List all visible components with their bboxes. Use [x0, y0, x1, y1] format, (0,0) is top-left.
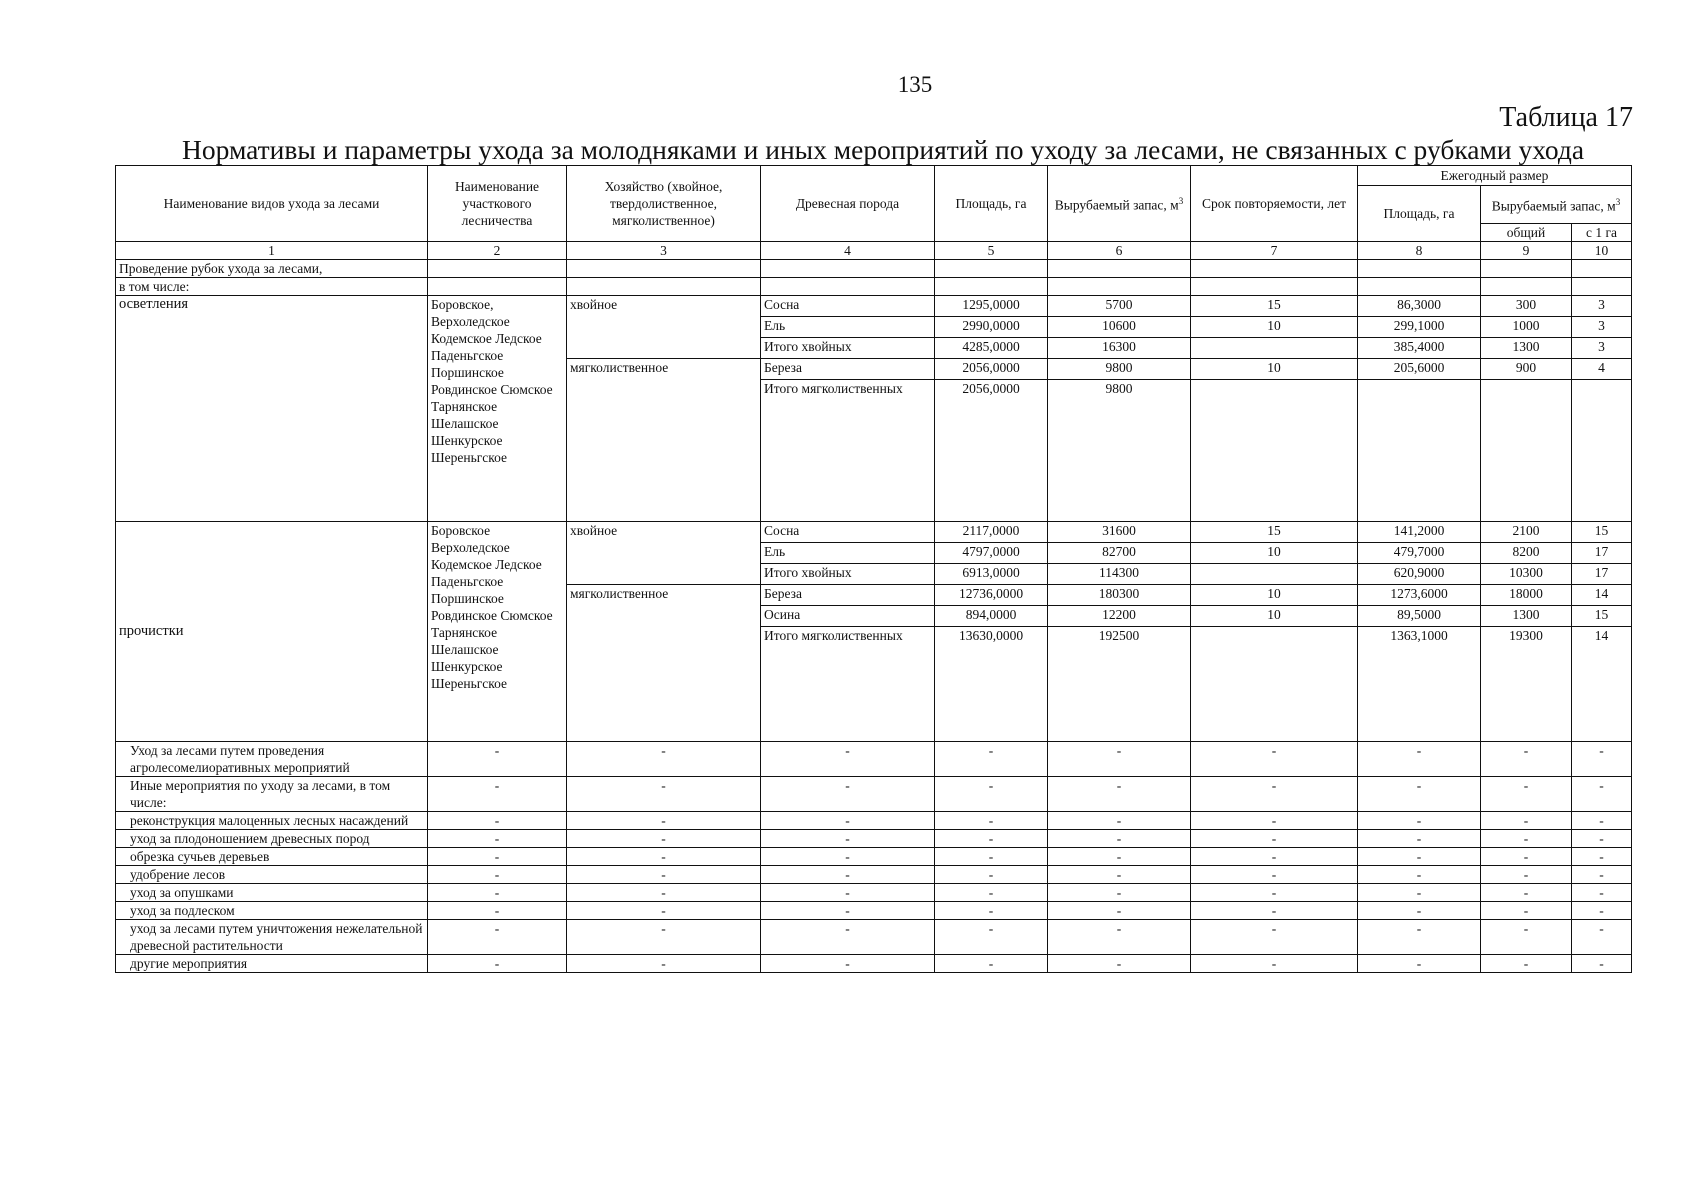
empty-value-dash: -	[1358, 848, 1481, 866]
empty-value-dash: -	[1572, 920, 1632, 955]
empty-value-dash: -	[1048, 848, 1191, 866]
empty-value-dash: -	[1048, 920, 1191, 955]
annual-area-cell: 205,6000	[1358, 359, 1481, 380]
total-stock-cell: 18000	[1481, 585, 1572, 606]
forestry-list: Боровское Верхоледское Кодемское Ледское Паденьгское Поршинское Ровдинское Сюмское Тарнянское Шелашское Шенкурское Шереньгское	[428, 522, 567, 742]
area-cell: 2117,0000	[935, 522, 1048, 543]
empty-value-dash: -	[1572, 742, 1632, 777]
activity-label: Уход за лесами путем проведения агролесомелиоративных мероприятий	[116, 742, 428, 777]
page-number: 135	[897, 72, 933, 97]
period-cell	[1191, 380, 1358, 522]
empty-value-dash: -	[428, 848, 567, 866]
row-label: в том числе:	[116, 278, 428, 296]
empty-value-dash: -	[1572, 812, 1632, 830]
table-row	[116, 884, 1632, 902]
empty-value-dash: -	[761, 955, 935, 973]
annual-area-cell: 620,9000	[1358, 564, 1481, 585]
other-activities	[116, 742, 1632, 973]
total-stock-cell: 19300	[1481, 627, 1572, 742]
activity-label: Иные мероприятия по уходу за лесами, в том числе:	[116, 777, 428, 812]
farm-type-cell: хвойное	[567, 522, 761, 585]
table-row	[116, 830, 1632, 848]
empty-value-dash: -	[761, 848, 935, 866]
empty-value-dash: -	[1191, 902, 1358, 920]
stock-cell: 192500	[1048, 627, 1191, 742]
empty-value-dash: -	[935, 866, 1048, 884]
empty-value-dash: -	[1191, 920, 1358, 955]
annual-area-cell: 479,7000	[1358, 543, 1481, 564]
header-care-type: Наименование видов ухода за лесами	[116, 166, 428, 242]
farm-type-cell: мягколиственное	[567, 359, 761, 522]
empty-value-dash: -	[1191, 742, 1358, 777]
empty-value-dash: -	[761, 902, 935, 920]
empty-value-dash: -	[428, 866, 567, 884]
period-cell: 10	[1191, 359, 1358, 380]
empty-value-dash: -	[1481, 902, 1572, 920]
empty-value-dash: -	[567, 884, 761, 902]
empty-value-dash: -	[761, 920, 935, 955]
empty-value-dash: -	[935, 830, 1048, 848]
total-stock-cell: 300	[1481, 296, 1572, 317]
empty-value-dash: -	[1572, 884, 1632, 902]
period-cell: 10	[1191, 317, 1358, 338]
area-cell: 2056,0000	[935, 359, 1048, 380]
empty-value-dash: -	[428, 884, 567, 902]
empty-value-dash: -	[1481, 830, 1572, 848]
empty-value-dash: -	[1191, 777, 1358, 812]
empty-value-dash: -	[1481, 920, 1572, 955]
table-row	[116, 296, 1632, 317]
annual-area-cell: 299,1000	[1358, 317, 1481, 338]
col-number: 7	[1191, 242, 1358, 260]
col-number: 4	[761, 242, 935, 260]
empty-value-dash: -	[761, 830, 935, 848]
species-cell: Сосна	[761, 296, 935, 317]
empty-value-dash: -	[1481, 777, 1572, 812]
empty-value-dash: -	[428, 830, 567, 848]
farm-type-cell: хвойное	[567, 296, 761, 359]
species-cell: Итого хвойных	[761, 338, 935, 359]
area-cell: 1295,0000	[935, 296, 1048, 317]
empty-value-dash: -	[761, 777, 935, 812]
header-annual: Ежегодный размер	[1358, 166, 1632, 186]
header-species: Древесная порода	[761, 166, 935, 242]
per-ha-cell: 3	[1572, 317, 1632, 338]
total-stock-cell: 10300	[1481, 564, 1572, 585]
empty-value-dash: -	[428, 812, 567, 830]
annual-area-cell: 89,5000	[1358, 606, 1481, 627]
empty-value-dash: -	[935, 955, 1048, 973]
empty-value-dash: -	[1358, 812, 1481, 830]
period-cell	[1191, 338, 1358, 359]
species-cell: Береза	[761, 585, 935, 606]
area-cell: 13630,0000	[935, 627, 1048, 742]
species-cell: Береза	[761, 359, 935, 380]
empty-value-dash: -	[935, 884, 1048, 902]
per-ha-cell: 14	[1572, 627, 1632, 742]
empty-value-dash: -	[935, 848, 1048, 866]
empty-value-dash: -	[428, 742, 567, 777]
empty-value-dash: -	[1572, 955, 1632, 973]
empty-value-dash: -	[567, 742, 761, 777]
header-stock-total: общий	[1481, 224, 1572, 242]
total-stock-cell: 2100	[1481, 522, 1572, 543]
col-number: 2	[428, 242, 567, 260]
total-stock-cell: 1300	[1481, 606, 1572, 627]
empty-value-dash: -	[1191, 830, 1358, 848]
table-row	[116, 848, 1632, 866]
empty-value-dash: -	[1191, 848, 1358, 866]
empty-value-dash: -	[567, 920, 761, 955]
per-ha-cell: 4	[1572, 359, 1632, 380]
col-number: 1	[116, 242, 428, 260]
period-cell: 10	[1191, 543, 1358, 564]
species-cell: Итого мягколиственных	[761, 380, 935, 522]
empty-value-dash: -	[1358, 830, 1481, 848]
empty-value-dash: -	[1481, 866, 1572, 884]
header-period: Срок повторяемости, лет	[1191, 166, 1358, 242]
stock-cell: 10600	[1048, 317, 1191, 338]
empty-value-dash: -	[935, 812, 1048, 830]
empty-value-dash: -	[567, 866, 761, 884]
stock-cell: 31600	[1048, 522, 1191, 543]
empty-value-dash: -	[1048, 812, 1191, 830]
empty-value-dash: -	[1358, 742, 1481, 777]
total-stock-cell: 900	[1481, 359, 1572, 380]
per-ha-cell: 17	[1572, 543, 1632, 564]
empty-value-dash: -	[935, 920, 1048, 955]
empty-value-dash: -	[1572, 777, 1632, 812]
per-ha-cell: 14	[1572, 585, 1632, 606]
total-stock-cell	[1481, 380, 1572, 522]
area-cell: 2990,0000	[935, 317, 1048, 338]
total-stock-cell: 1300	[1481, 338, 1572, 359]
empty-value-dash: -	[1481, 742, 1572, 777]
row-label: Проведение рубок ухода за лесами,	[116, 260, 428, 278]
period-cell: 10	[1191, 585, 1358, 606]
area-cell: 12736,0000	[935, 585, 1048, 606]
area-cell: 894,0000	[935, 606, 1048, 627]
table-title: Нормативы и параметры ухода за молодняками и иных мероприятий по уходу за лесами, не связанных с рубками ухода	[182, 134, 1585, 165]
annual-area-cell: 1273,6000	[1358, 585, 1481, 606]
empty-value-dash: -	[428, 902, 567, 920]
empty-value-dash: -	[935, 902, 1048, 920]
farm-type-cell: мягколиственное	[567, 585, 761, 742]
table-row	[116, 866, 1632, 884]
period-cell: 10	[1191, 606, 1358, 627]
stock-cell: 12200	[1048, 606, 1191, 627]
annual-area-cell: 1363,1000	[1358, 627, 1481, 742]
activity-label: уход за опушками	[116, 884, 428, 902]
empty-value-dash: -	[1048, 884, 1191, 902]
total-stock-cell: 8200	[1481, 543, 1572, 564]
empty-value-dash: -	[1572, 902, 1632, 920]
activity-label: реконструкция малоценных лесных насаждений	[116, 812, 428, 830]
activity-label: удобрение лесов	[116, 866, 428, 884]
empty-value-dash: -	[1358, 866, 1481, 884]
empty-value-dash: -	[428, 920, 567, 955]
annual-area-cell: 86,3000	[1358, 296, 1481, 317]
activity-label: уход за подлеском	[116, 902, 428, 920]
empty-value-dash: -	[567, 902, 761, 920]
empty-value-dash: -	[1481, 812, 1572, 830]
empty-value-dash: -	[1191, 866, 1358, 884]
empty-value-dash: -	[1481, 884, 1572, 902]
period-cell	[1191, 564, 1358, 585]
table-row	[116, 522, 1632, 543]
empty-value-dash: -	[1572, 866, 1632, 884]
empty-value-dash: -	[567, 848, 761, 866]
activity-label: уход за лесами путем уничтожения нежелательной древесной растительности	[116, 920, 428, 955]
stock-cell: 9800	[1048, 380, 1191, 522]
empty-value-dash: -	[935, 777, 1048, 812]
empty-value-dash: -	[761, 884, 935, 902]
empty-value-dash: -	[1191, 955, 1358, 973]
per-ha-cell: 3	[1572, 296, 1632, 317]
col-number: 8	[1358, 242, 1481, 260]
area-cell: 2056,0000	[935, 380, 1048, 522]
empty-value-dash: -	[1048, 742, 1191, 777]
empty-value-dash: -	[1572, 830, 1632, 848]
per-ha-cell	[1572, 380, 1632, 522]
table-row	[116, 902, 1632, 920]
empty-value-dash: -	[1191, 884, 1358, 902]
header-annual-stock: Вырубаемый запас, $м^3$	[1481, 186, 1632, 224]
empty-value-dash: -	[1358, 777, 1481, 812]
area-cell: 4285,0000	[935, 338, 1048, 359]
care-type-cell: прочистки	[116, 522, 428, 742]
empty-value-dash: -	[935, 742, 1048, 777]
stock-cell: 16300	[1048, 338, 1191, 359]
table-row	[116, 920, 1632, 955]
annual-area-cell	[1358, 380, 1481, 522]
activity-label: уход за плодоношением древесных пород	[116, 830, 428, 848]
empty-value-dash: -	[1191, 812, 1358, 830]
area-cell: 4797,0000	[935, 543, 1048, 564]
stock-cell: 180300	[1048, 585, 1191, 606]
table-row	[116, 278, 1632, 296]
header-forestry: Наименование участкового лесничества	[428, 166, 567, 242]
period-cell: 15	[1191, 296, 1358, 317]
header-stock-per-ha: с 1 га	[1572, 224, 1632, 242]
stock-cell: 114300	[1048, 564, 1191, 585]
empty-value-dash: -	[1048, 866, 1191, 884]
table-row	[116, 812, 1632, 830]
period-cell: 15	[1191, 522, 1358, 543]
stock-cell: 82700	[1048, 543, 1191, 564]
empty-value-dash: -	[1358, 884, 1481, 902]
header-annual-area: Площадь, га	[1358, 186, 1481, 242]
header-stock: Вырубаемый запас, $м^3$	[1048, 166, 1191, 242]
table-row	[116, 742, 1632, 777]
header-farm: Хозяйство (хвойное, твердолиственное, мягколиственное)	[567, 166, 761, 242]
per-ha-cell: 17	[1572, 564, 1632, 585]
empty-value-dash: -	[1048, 955, 1191, 973]
forestry-list: Боровское, Верхоледское Кодемское Ледское Паденьгское Поршинское Ровдинское Сюмское Тарнянское Шелашское Шенкурское Шереньгское	[428, 296, 567, 522]
empty-value-dash: -	[567, 777, 761, 812]
empty-value-dash: -	[761, 742, 935, 777]
forest-care-table	[115, 165, 1632, 973]
header-area: Площадь, га	[935, 166, 1048, 242]
empty-value-dash: -	[567, 812, 761, 830]
empty-value-dash: -	[1481, 955, 1572, 973]
annual-area-cell: 385,4000	[1358, 338, 1481, 359]
total-stock-cell: 1000	[1481, 317, 1572, 338]
empty-value-dash: -	[1358, 920, 1481, 955]
per-ha-cell: 15	[1572, 606, 1632, 627]
empty-value-dash: -	[1358, 902, 1481, 920]
empty-value-dash: -	[1048, 902, 1191, 920]
col-number: 5	[935, 242, 1048, 260]
species-cell: Ель	[761, 543, 935, 564]
species-cell: Ель	[761, 317, 935, 338]
empty-value-dash: -	[428, 777, 567, 812]
empty-value-dash: -	[1048, 830, 1191, 848]
table-row	[116, 955, 1632, 973]
empty-value-dash: -	[761, 866, 935, 884]
per-ha-cell: 3	[1572, 338, 1632, 359]
col-number: 6	[1048, 242, 1191, 260]
activity-label: другие мероприятия	[116, 955, 428, 973]
empty-value-dash: -	[1481, 848, 1572, 866]
table-row	[116, 777, 1632, 812]
empty-value-dash: -	[1358, 955, 1481, 973]
empty-value-dash: -	[1048, 777, 1191, 812]
species-cell: Сосна	[761, 522, 935, 543]
care-type-cell: осветления	[116, 296, 428, 522]
period-cell	[1191, 627, 1358, 742]
annual-area-cell: 141,2000	[1358, 522, 1481, 543]
stock-cell: 9800	[1048, 359, 1191, 380]
empty-value-dash: -	[567, 955, 761, 973]
table-label: Таблица 17	[1499, 102, 1633, 133]
empty-value-dash: -	[1572, 848, 1632, 866]
col-number: 3	[567, 242, 761, 260]
empty-value-dash: -	[761, 812, 935, 830]
species-cell: Итого хвойных	[761, 564, 935, 585]
col-number: 10	[1572, 242, 1632, 260]
table-row	[116, 260, 1632, 278]
activity-label: обрезка сучьев деревьев	[116, 848, 428, 866]
stock-cell: 5700	[1048, 296, 1191, 317]
empty-value-dash: -	[567, 830, 761, 848]
per-ha-cell: 15	[1572, 522, 1632, 543]
area-cell: 6913,0000	[935, 564, 1048, 585]
col-number: 9	[1481, 242, 1572, 260]
species-cell: Осина	[761, 606, 935, 627]
empty-value-dash: -	[428, 955, 567, 973]
species-cell: Итого мягколиственных	[761, 627, 935, 742]
